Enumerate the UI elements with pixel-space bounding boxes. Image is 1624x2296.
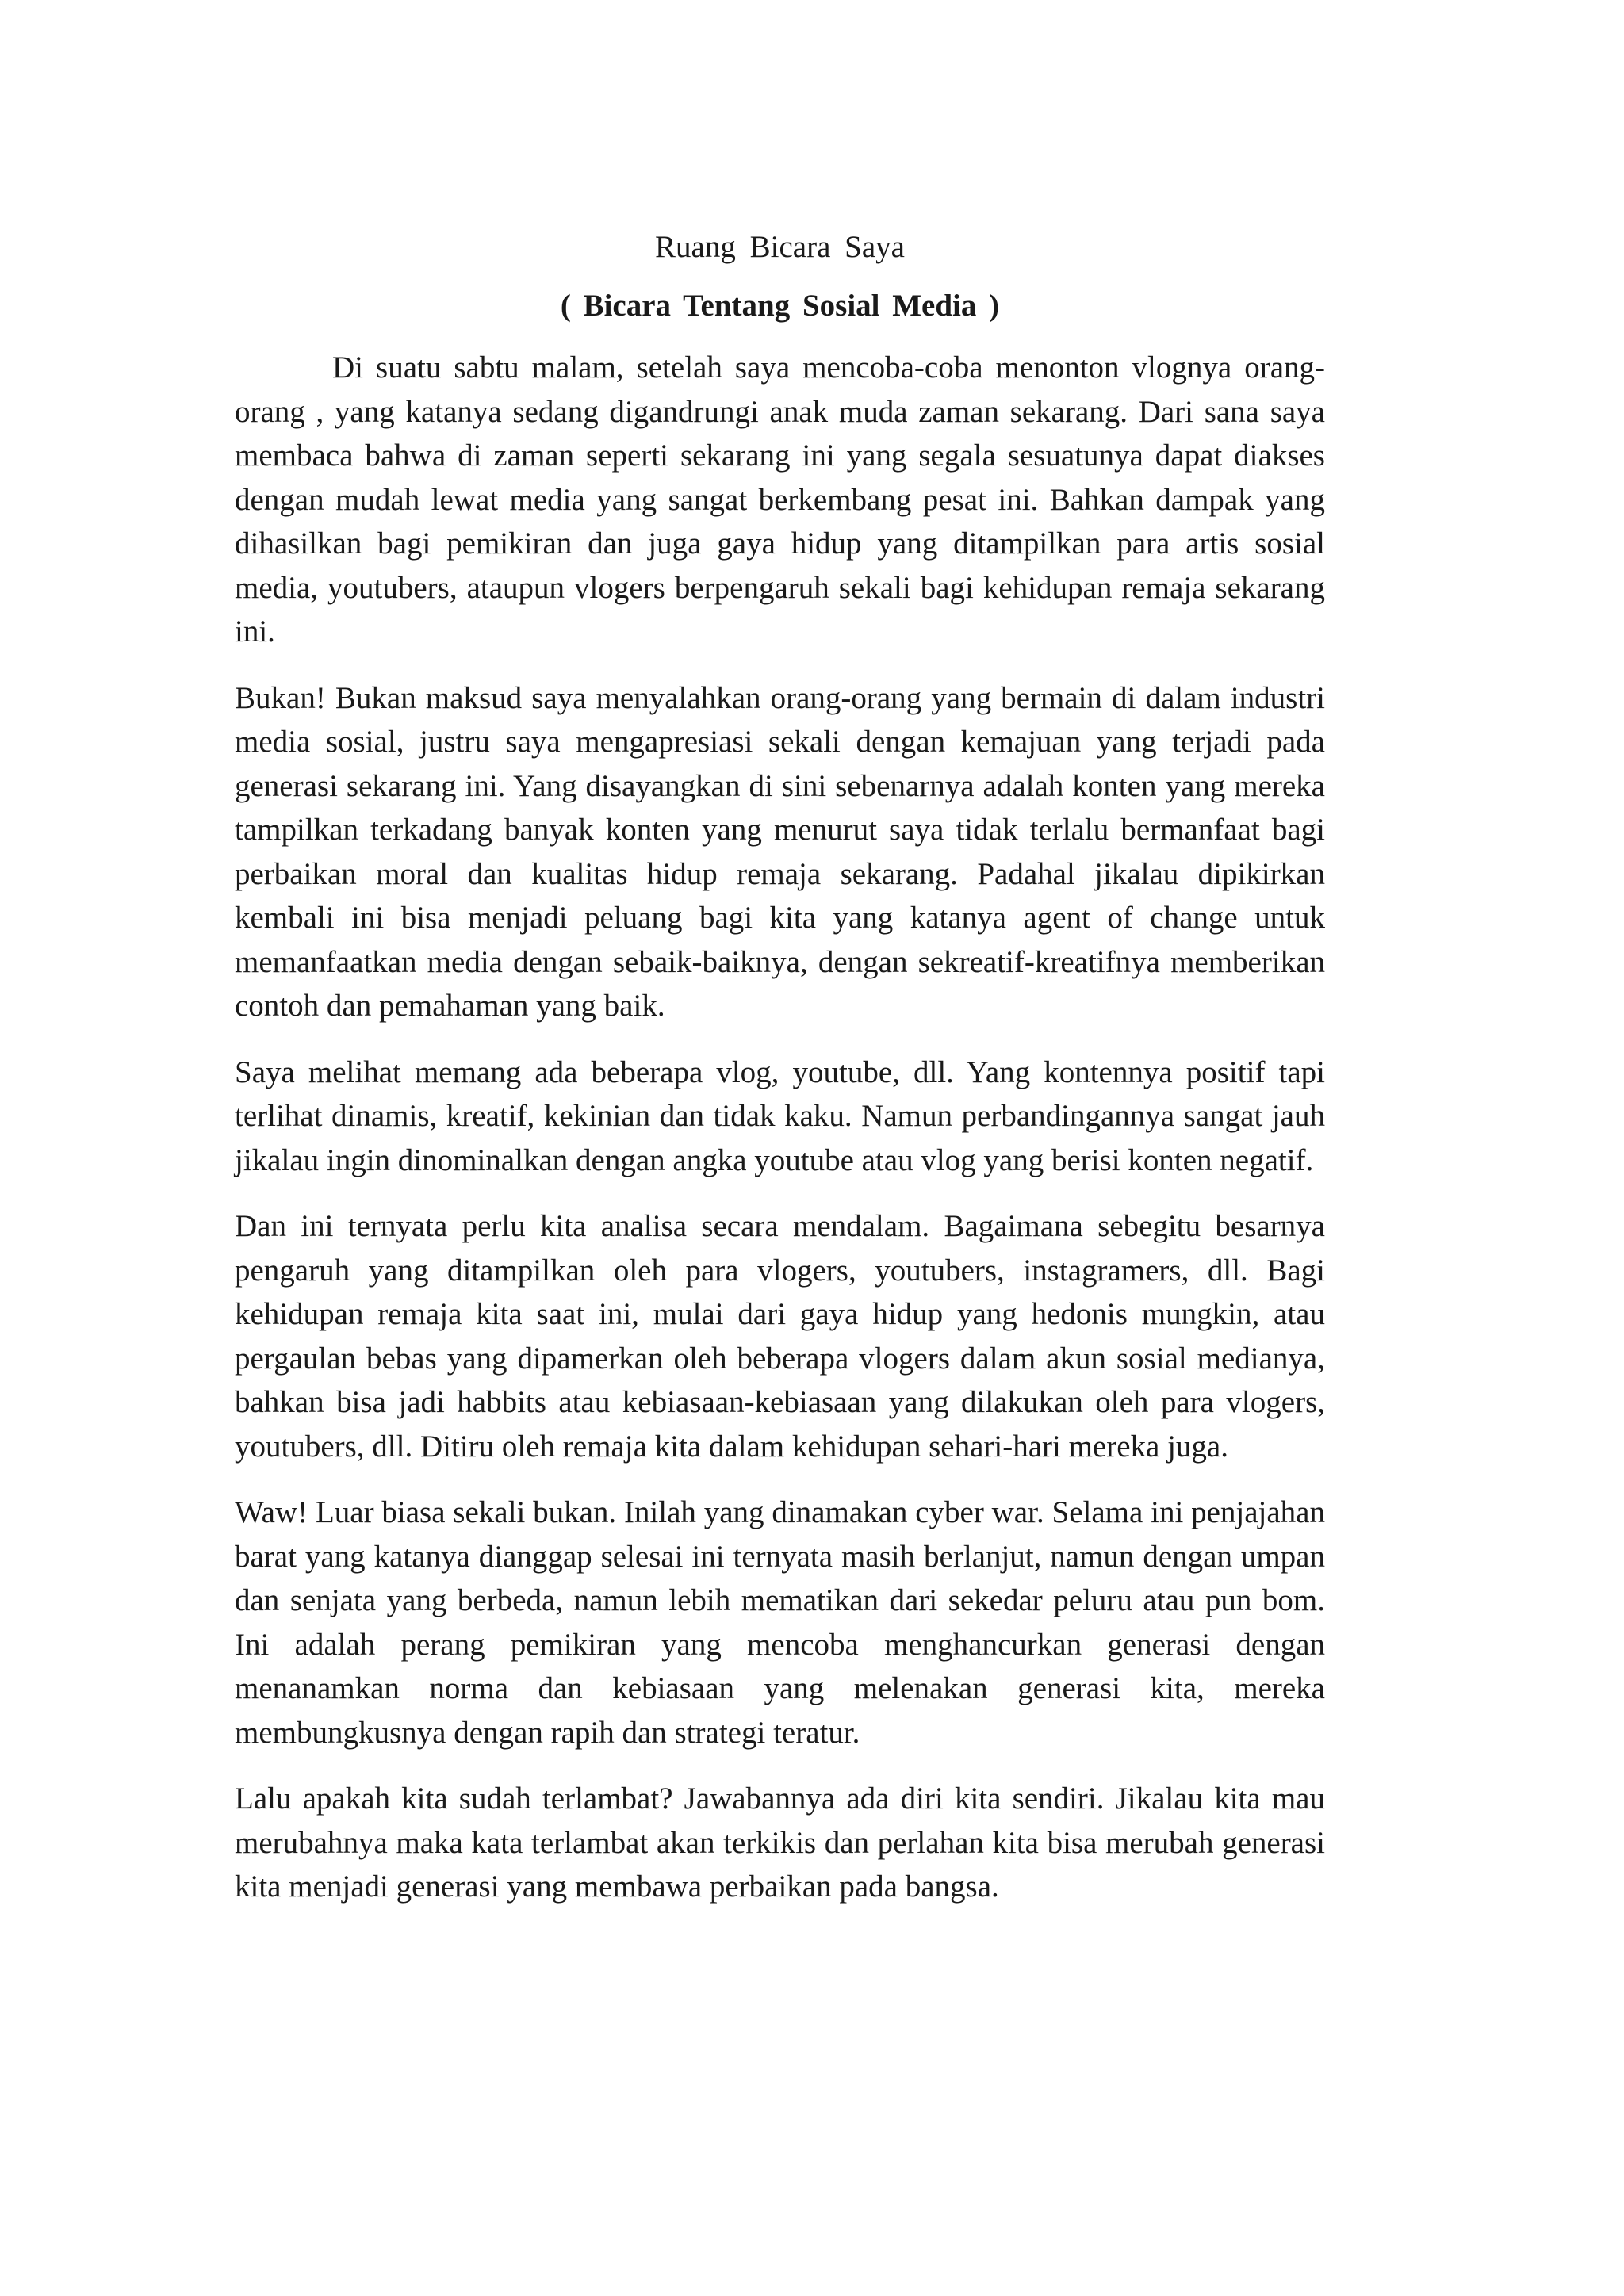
document-body — [235, 225, 1325, 1931]
paragraph-5: Waw! Luar biasa sekali bukan. Inilah yang dinamakan cyber war. Selama ini penjajahan barat yang katanya dianggap selesai ini ternyata masih berlanjut, namun dengan umpan dan senjata yang berbeda, namun lebih mematikan dari sekedar peluru atau pun bom. Ini adalah perang pemikiran yang mencoba menghancurkan generasi dengan menanamkan norma dan kebiasaan yang melenakan generasi kita, mereka membungkusnya dengan rapih dan strategi teratur. — [235, 1495, 1325, 1750]
paragraph-4: Dan ini ternyata perlu kita analisa secara mendalam. Bagaimana sebegitu besarnya pengaruh yang ditampilkan oleh para vlogers, youtubers, instagramers, dll. Bagi kehidupan remaja kita saat ini, mulai dari gaya hidup yang hedonis mungkin, atau pergaulan bebas yang dipamerkan oleh beberapa vlogers dalam akun sosial medianya, bahkan bisa jadi habbits atau kebiasaan-kebiasaan yang dilakukan oleh para vlogers, youtubers, dll. Ditiru oleh remaja kita dalam kehidupan sehari-hari mereka juga. — [235, 1209, 1325, 1464]
page-title: Ruang Bicara Saya — [655, 230, 905, 264]
paragraph-6: Lalu apakah kita sudah terlambat? Jawabannya ada diri kita sendiri. Jikalau kita mau merubahnya maka kata terlambat akan terkikis dan perlahan kita bisa merubah generasi kita menjadi generasi yang membawa perbaikan pada bangsa. — [235, 1781, 1325, 1904]
paragraph-3: Saya melihat memang ada beberapa vlog, youtube, dll. Yang kontennya positif tapi terlihat dinamis, kreatif, kekinian dan tidak kaku. Namun perbandingannya sangat jauh jikalau ingin dinominalkan dengan angka youtube atau vlog yang berisi konten negatif. — [235, 1054, 1325, 1177]
paragraph-2: Bukan! Bukan maksud saya menyalahkan orang-orang yang bermain di dalam industri media sosial, justru saya mengapresiasi sekali dengan kemajuan yang terjadi pada generasi sekarang ini. Yang disayangkan di sini sebenarnya adalah konten yang mereka tampilkan terkadang banyak konten yang menurut saya tidak terlalu bermanfaat bagi perbaikan moral dan kualitas hidup remaja sekarang. Padahal jikalau dipikirkan kembali ini bisa menjadi peluang bagi kita yang katanya agent of change untuk memanfaatkan media dengan sebaik-baiknya, dengan sekreatif-kreatifnya memberikan contoh dan pemahaman yang baik. — [235, 680, 1325, 1023]
page-subtitle: ( Bicara Tentang Sosial Media ) — [560, 289, 1000, 323]
paragraph-1: Di suatu sabtu malam, setelah saya mencoba-coba menonton vlognya orang-orang , yang katanya sedang digandrungi anak muda zaman sekarang. Dari sana saya membaca bahwa di zaman seperti sekarang ini yang segala sesuatunya dapat diakses dengan mudah lewat media yang sangat berkembang pesat ini. Bahkan dampak yang dihasilkan bagi pemikiran dan juga gaya hidup yang ditampilkan para artis sosial media, youtubers, ataupun vlogers berpengaruh sekali bagi kehidupan remaja sekarang ini. — [235, 350, 1325, 649]
